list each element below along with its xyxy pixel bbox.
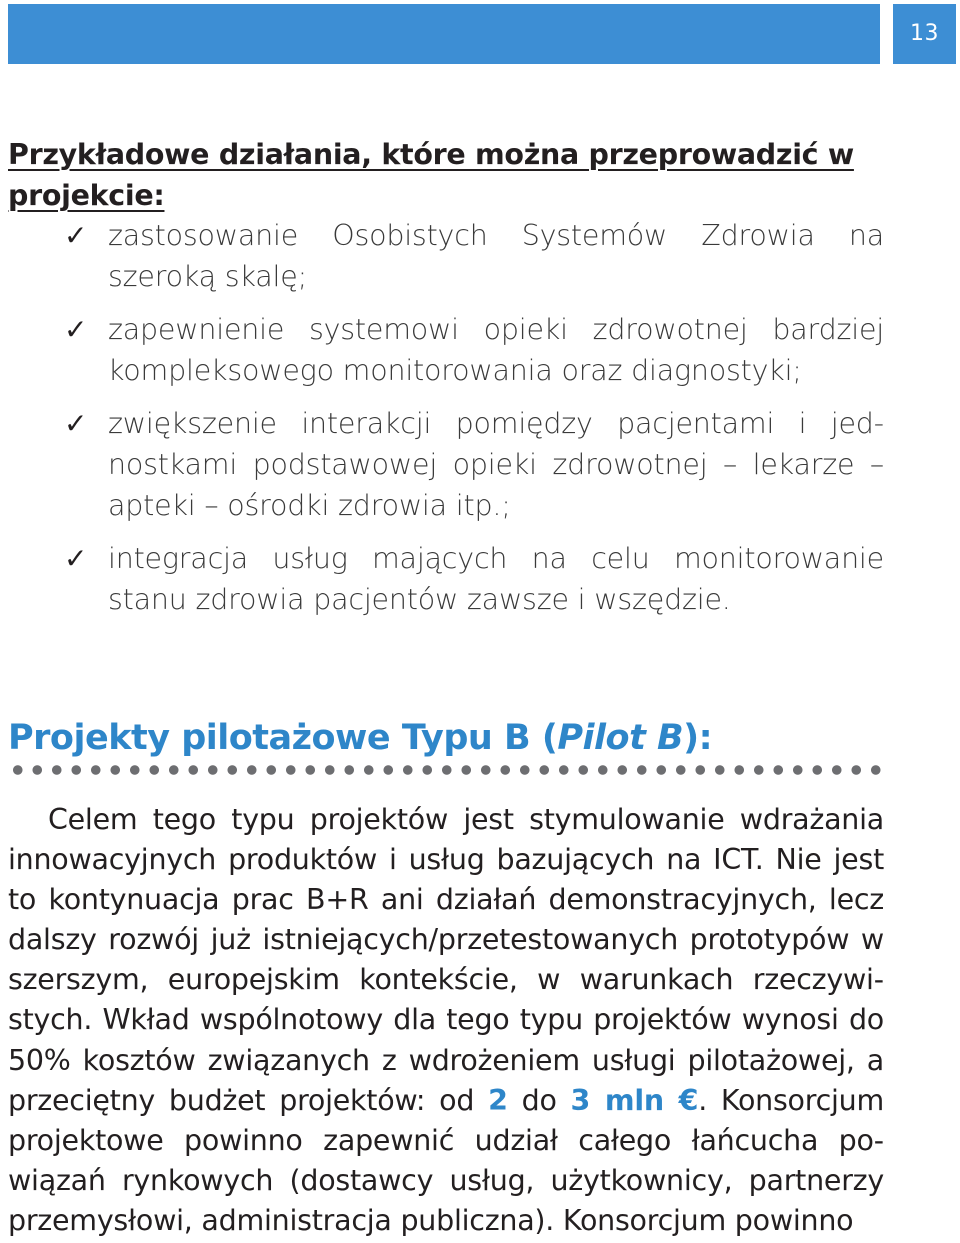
checkmark-icon: ✓ [64, 219, 88, 252]
dotted-divider [8, 763, 888, 777]
paragraph-text: Celem tego typu projektów jest stymulowanie wdrażania innowacyjnych produktów i usług bazujących na ICT. Nie jest to kontynuacja prac B+R ani działań demonstracyjnych, lecz dalszy rozwój już istniejących/przetestowanych prototypów w szerszym, europejskim kontekście, w warunkach rzeczywistych. Wkład wspólnotowy dla tego typu projektów wynosi do 50% kosztów związanych z wdrożeniem usługi pilotażowej, a przeciętny budżet projektów: od [8, 803, 884, 1117]
section-heading-italic: Pilot B [557, 718, 684, 758]
section-heading-prefix: Projekty pilotażowe Typu B ( [8, 718, 558, 758]
checkmark-icon: ✓ [64, 313, 88, 346]
list-item [0, 403, 884, 526]
paragraph-text: do [507, 1083, 571, 1117]
header-band [8, 4, 880, 64]
budget-amount-from: 2 [488, 1083, 508, 1117]
list-item [0, 309, 884, 391]
list-item-text: zwiększenie interakcji pomiędzy pacjentami i jednostkami podstawowej opieki zdrowotnej – lekarze – apteki – ośrodki zdrowia itp.; [108, 407, 884, 522]
list-item-text: zastosowanie Osobistych Systemów Zdrowia na szeroką skalę; [108, 219, 884, 293]
checkmark-icon: ✓ [64, 407, 88, 440]
examples-heading: Przykładowe działania, które można przeprowadzić w projekcie: [8, 138, 854, 212]
section-heading-suffix: ): [683, 718, 713, 758]
checkmark-icon: ✓ [64, 542, 88, 575]
section-heading [8, 714, 888, 762]
body-paragraph [8, 800, 884, 1241]
budget-amount-to: 3 mln € [570, 1083, 699, 1117]
list-item-text: integracja usług mających na celu monitorowanie stanu zdrowia pacjentów zawsze i wszędzie. [108, 542, 884, 616]
paragraph-text: . Konsorcjum projektowe powinno zapewnić udział całego łańcucha powiązań rynkowych (dostawcy usług, użytkownicy, partnerzy przemysłowi, administracja publiczna). Konsorcjum powinno [8, 1083, 884, 1237]
list-item-text: zapewnienie systemowi opieki zdrowotnej bardziej kompleksowego monitorowania oraz diagnostyki; [108, 313, 884, 387]
examples-check-list [0, 215, 884, 620]
list-item [0, 538, 884, 620]
list-item [0, 215, 884, 297]
page-number: 13 [893, 4, 956, 64]
